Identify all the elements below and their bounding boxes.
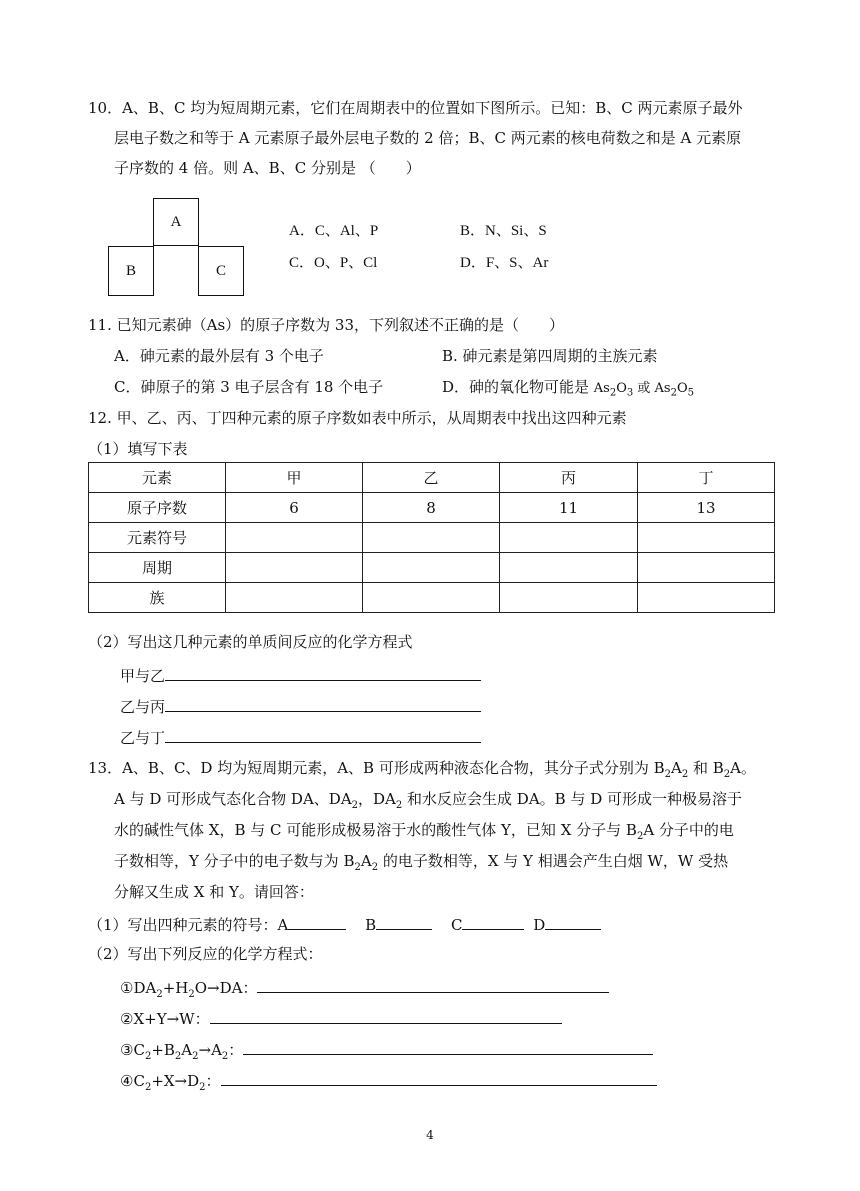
table-cell: 原子序数 — [89, 493, 226, 523]
answer-cell[interactable] — [500, 553, 638, 583]
cell-a: A — [153, 198, 199, 246]
answer-cell[interactable] — [363, 583, 500, 613]
q11-option-d[interactable]: D．砷的氧化物可能是 $As_2O_3$ 或 $As_2O_5$ — [442, 378, 695, 399]
q13-line-1: 13．A、B、C、D 均为短周期元素，A、B 可形成两种液态化合物，其分子式分别为 $B_2A_2$ 和 $B_2A$。 — [88, 759, 757, 780]
answer-cell[interactable] — [226, 523, 363, 553]
q13-part-1: （1）写出四种元素的符号：A B C D — [88, 913, 601, 935]
q12-pair-2: 乙与丙 — [120, 695, 481, 717]
answer-blank[interactable] — [165, 726, 481, 743]
q13-equation-1: $①DA_2+H_2O\to DA$： — [120, 976, 609, 998]
answer-blank-d[interactable] — [545, 913, 601, 930]
q10-line-2: 层电子数之和等于 A 元素原子最外层电子数的 2 倍；B、C 两元素的核电荷数之和是 A 元素原 — [114, 129, 742, 147]
table-cell: 6 — [226, 493, 363, 523]
q13-line-5: 分解又生成 X 和 Y。请回答： — [114, 883, 314, 901]
q12-part-1: （1）填写下表 — [88, 440, 188, 458]
answer-blank[interactable] — [165, 695, 481, 712]
q10-option-a[interactable]: A．C、Al、P — [289, 223, 379, 239]
table-cell: 11 — [500, 493, 638, 523]
table-header-cell: 乙 — [363, 463, 500, 493]
q13-line-4: 子数相等，Y 分子中的电子数与为 $B_2A_2$ 的电子数相等，X 与 Y 相遇会产生白烟 W，W 受热 — [114, 852, 729, 873]
q10-option-c[interactable]: C．O、P、Cl — [289, 255, 378, 271]
cell-b: B — [108, 246, 154, 296]
answer-cell[interactable] — [226, 583, 363, 613]
q11-option-a[interactable]: A．砷元素的最外层有 3 个电子 — [114, 347, 324, 365]
table-row — [89, 463, 775, 493]
table-header-cell: 甲 — [226, 463, 363, 493]
answer-blank-c[interactable] — [462, 913, 524, 930]
q13-part-2: （2）写出下列反应的化学方程式： — [88, 945, 323, 963]
q13-line-2: A 与 D 可形成气态化合物 DA、$DA_2$，$DA_2$ 和水反应会生成 DA。B 与 D 可形成一种极易溶于 — [114, 790, 743, 811]
table-cell: 族 — [89, 583, 226, 613]
q11-option-c[interactable]: C．砷原子的第 3 电子层含有 18 个电子 — [114, 378, 384, 396]
answer-cell[interactable] — [638, 583, 775, 613]
answer-blank[interactable] — [257, 976, 609, 993]
q12-pair-3: 乙与丁 — [120, 726, 481, 748]
answer-blank[interactable] — [243, 1038, 653, 1055]
table-cell: 元素符号 — [89, 523, 226, 553]
table-header-cell: 丙 — [500, 463, 638, 493]
table-row — [89, 493, 775, 523]
q13-line-3: 水的碱性气体 X，B 与 C 可能形成极易溶于水的酸性气体 Y，已知 X 分子与 $B_2A$ 分子中的电 — [114, 821, 734, 842]
table-cell: 13 — [638, 493, 775, 523]
answer-blank[interactable] — [210, 1007, 562, 1024]
q12-pair-1: 甲与乙 — [120, 664, 481, 686]
q10-option-b[interactable]: B．N、Si、S — [460, 223, 547, 239]
answer-blank[interactable] — [165, 664, 481, 681]
table-cell: 周期 — [89, 553, 226, 583]
q12-stem: 12. 甲、乙、丙、丁四种元素的原子序数如表中所示，从周期表中找出这四种元素 — [88, 409, 627, 427]
table-header-cell: 元素 — [89, 463, 226, 493]
q11-option-b[interactable]: B. 砷元素是第四周期的主族元素 — [442, 347, 658, 365]
element-table — [88, 462, 775, 613]
cell-c: C — [198, 246, 244, 296]
answer-cell[interactable] — [226, 553, 363, 583]
q10-line-3: 子序数的 4 倍。则 A、B、C 分别是 （ ） — [114, 159, 421, 177]
q13-equation-4: $④C_2+X\to D_2$： — [120, 1069, 657, 1091]
answer-blank-b[interactable] — [376, 913, 432, 930]
answer-cell[interactable] — [500, 523, 638, 553]
q12-part-2: （2）写出这几种元素的单质间反应的化学方程式 — [88, 633, 413, 651]
answer-blank-a[interactable] — [288, 913, 346, 930]
q10-line-1: 10．A、B、C 均为短周期元素，它们在周期表中的位置如下图所示。已知：B、C 两元素原子最外 — [88, 99, 743, 117]
answer-cell[interactable] — [363, 523, 500, 553]
q13-equation-2: ②X+Y→W： — [120, 1007, 562, 1029]
q13-equation-3: $③C_2+B_2A_2\to A_2$： — [120, 1038, 653, 1060]
table-header-cell: 丁 — [638, 463, 775, 493]
answer-cell[interactable] — [638, 523, 775, 553]
answer-blank[interactable] — [221, 1069, 657, 1086]
table-row — [89, 583, 775, 613]
page-number: 4 — [426, 1128, 434, 1142]
q11-stem: 11. 已知元素砷（As）的原子序数为 33，下列叙述不正确的是（ ） — [88, 316, 565, 334]
table-row — [89, 553, 775, 583]
answer-cell[interactable] — [638, 553, 775, 583]
table-cell: 8 — [363, 493, 500, 523]
q10-option-d[interactable]: D．F、S、Ar — [460, 255, 549, 271]
table-row — [89, 523, 775, 553]
answer-cell[interactable] — [500, 583, 638, 613]
answer-cell[interactable] — [363, 553, 500, 583]
